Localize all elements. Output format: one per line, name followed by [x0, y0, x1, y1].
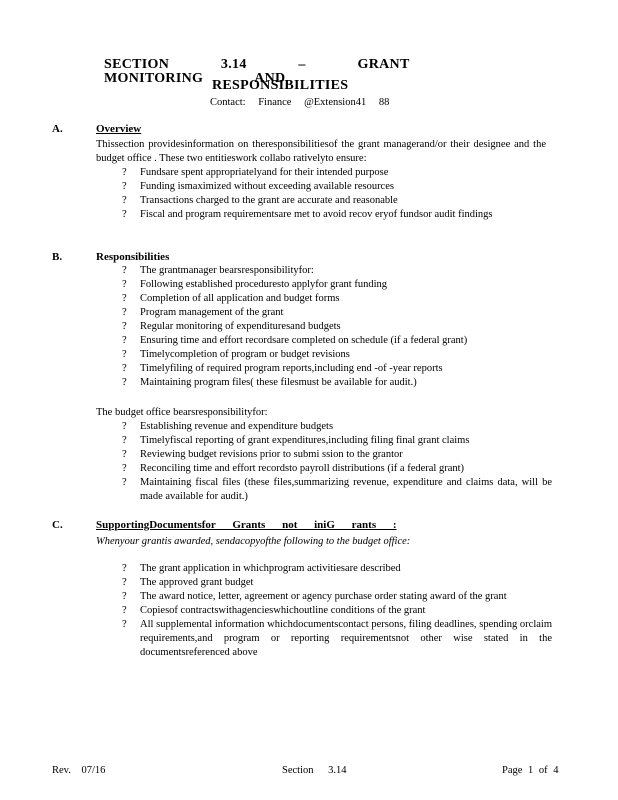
list-item: ? Timelyfiling of required program reports,including end -of -year reports: [122, 363, 443, 374]
page-title: SECTION 3.14 – GRANT MONITORING AND: [104, 57, 410, 86]
list-item: ? Timelyfiscal reporting of grant expenditures,including filing final grant claims: [122, 435, 470, 446]
bullet-icon: ?: [122, 195, 127, 206]
bullet-icon: ?: [122, 293, 127, 304]
budget-office-list: [122, 420, 552, 504]
section-c-list: [122, 562, 552, 660]
bullet-icon: ?: [122, 591, 127, 602]
bullet-icon: ?: [122, 279, 127, 290]
page-title-continued: RESPONSIBILITIES: [212, 78, 349, 93]
list-item: ? Establishing revenue and expenditure budgets: [122, 421, 334, 432]
list-item: ? Reconciling time and effort recordsto payroll distributions (if a federal grant): [122, 463, 465, 474]
bullet-icon: ?: [122, 181, 127, 192]
section-c-intro: Whenyour grantis awarded, sendacopyofthe following to the budget office:: [96, 536, 411, 547]
bullet-icon: ?: [122, 321, 127, 332]
bullet-icon: ?: [122, 335, 127, 346]
section-c-letter: C.: [52, 519, 63, 531]
footer-page-number: Page 1 of 4: [502, 765, 559, 776]
bullet-icon: ?: [122, 363, 127, 374]
bullet-icon: ?: [122, 349, 127, 360]
list-item: ? The approved grant budget: [122, 577, 254, 588]
bullet-icon: ?: [122, 167, 127, 178]
list-item: ? Regular monitoring of expendituresand budgets: [122, 321, 341, 332]
bullet-icon: ?: [122, 421, 127, 432]
bullet-icon: ?: [122, 209, 127, 220]
bullet-icon: ?: [122, 449, 127, 460]
list-item: ? Timelycompletion of program or budget revisions: [122, 349, 350, 360]
bullet-icon: ?: [122, 605, 127, 616]
list-item: ? Transactions charged to the grant are accurate and reasonable: [122, 195, 398, 206]
contact-line: Contact: Finance @Extension41 88: [210, 97, 390, 108]
list-item: ? Funding ismaximized without exceeding available resources: [122, 181, 394, 192]
list-item: ? The grant application in whichprogram activitiesare described: [122, 563, 401, 574]
list-item: ? Completion of all application and budget forms: [122, 293, 340, 304]
bullet-icon: ?: [122, 463, 127, 474]
grant-manager-list: [122, 264, 552, 390]
section-a-intro: Thissection providesinformation on theresponsibilitiesof the grant managerand/or their designee and the budget office . These two entitieswork collabo rativelyto ensure:: [96, 139, 546, 164]
list-item: ? Program management of the grant: [122, 307, 284, 318]
bullet-icon: ?: [122, 563, 127, 574]
bullet-icon: ?: [122, 435, 127, 446]
list-item: ? All supplemental information whichdocumentscontact persons, filing deadlines, spending orclaim requirements,and program or reporting requirementsnot other wise stated in the documentsreferenced above: [122, 619, 552, 658]
footer-section: Section 3.14: [282, 765, 347, 776]
bullet-icon: ?: [122, 377, 127, 388]
section-a-title: Overview: [96, 123, 142, 135]
footer-revision: Rev. 07/16: [52, 765, 106, 776]
list-item: ? Fundsare spent appropriatelyand for their intended purpose: [122, 167, 389, 178]
list-item: ? Reviewing budget revisions prior to submi ssion to the grantor: [122, 449, 403, 460]
section-b-letter: B.: [52, 251, 63, 263]
section-a-letter: A.: [52, 123, 63, 135]
list-item: ? Following established proceduresto applyfor grant funding: [122, 279, 387, 290]
section-b-title: Responsibilities: [96, 251, 170, 263]
bullet-icon: ?: [122, 307, 127, 318]
list-item: ? Copiesof contractswithagencieswhichoutline conditions of the grant: [122, 605, 426, 616]
bullet-icon: ?: [122, 577, 127, 588]
bullet-icon: ?: [122, 477, 127, 488]
section-c-title: SupportingDocumentsfor Grants not iniG rants :: [96, 519, 397, 531]
budget-office-intro: The budget office bearsresponsibilityfor:: [96, 407, 268, 418]
list-item: ? Maintaining program files( these filesmust be available for audit.): [122, 377, 417, 388]
list-item: ? The grantmanager bearsresponsibilityfor:: [122, 265, 314, 276]
list-item: ? Fiscal and program requirementsare met to avoid recov eryof fundsor audit findings: [122, 209, 493, 220]
bullet-icon: ?: [122, 265, 127, 276]
bullet-icon: ?: [122, 619, 127, 630]
list-item: ? The award notice, letter, agreement or agency purchase order stating award of the grant: [122, 591, 507, 602]
section-a-list: [122, 166, 552, 222]
list-item: ? Ensuring time and effort recordsare completed on schedule (if a federal grant): [122, 335, 468, 346]
list-item: ? Maintaining fiscal files (these files,summarizing revenue, expenditure and claims data, will be made available for audit.): [122, 477, 552, 502]
